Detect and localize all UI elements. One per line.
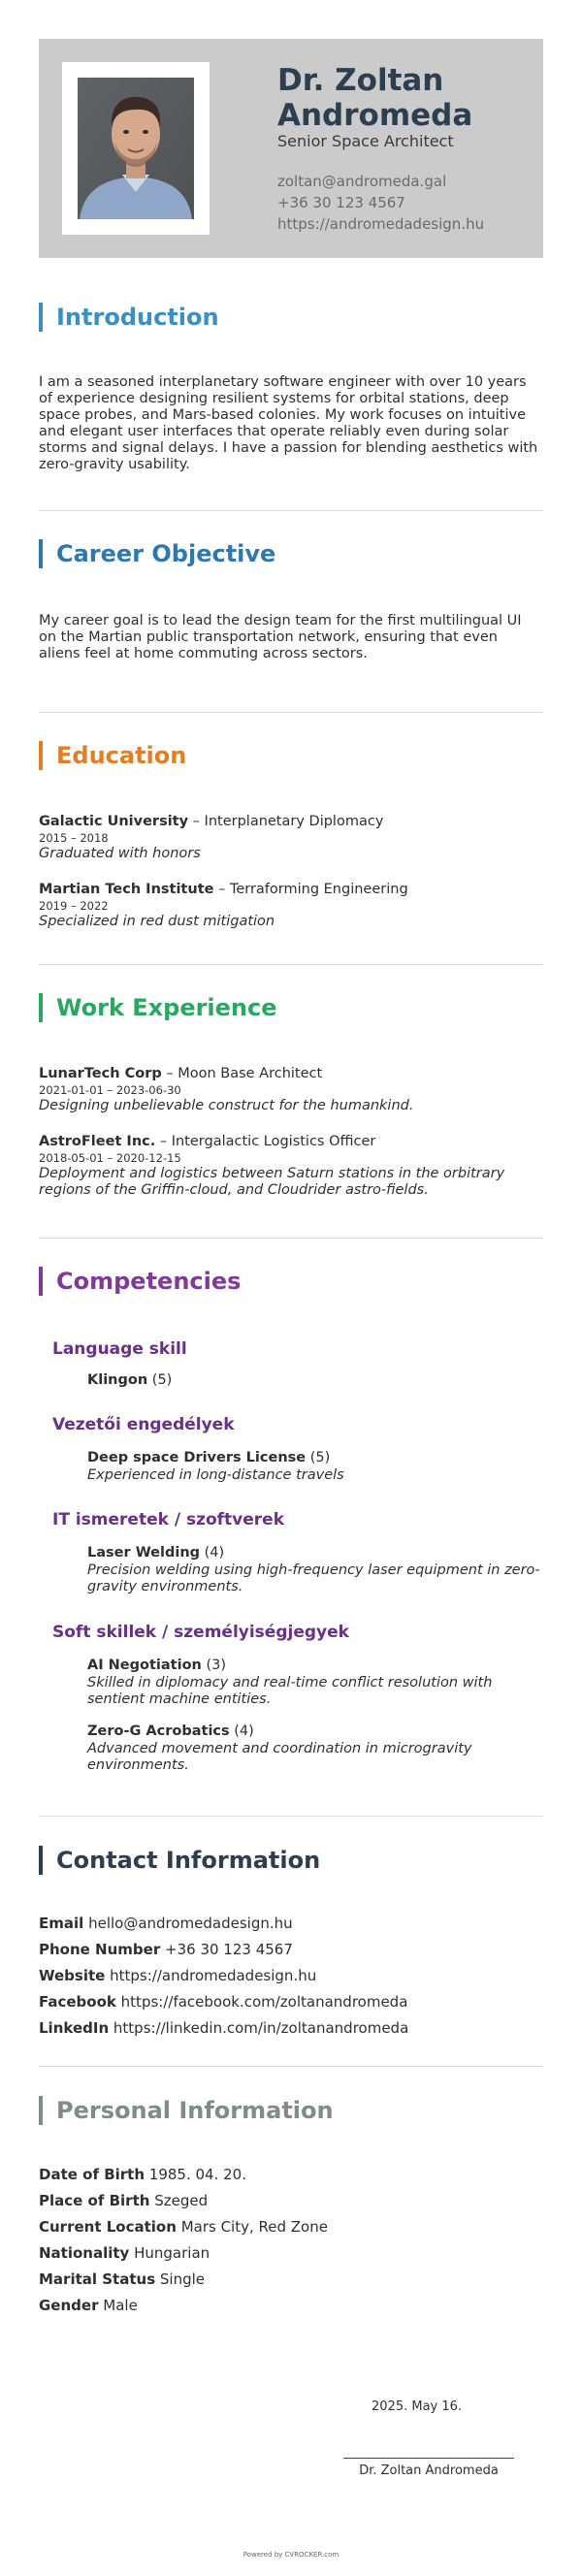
objective-section [39,539,543,568]
personal-label: Gender [39,2297,99,2314]
contact-label: Phone Number [39,1941,161,1958]
work-note: Designing unbelievable construct for the humankind. [39,1097,414,1113]
work-note: Deployment and logistics between Saturn stations in the orbitrary regions of the Griffin-cloud, and Cloudrider astro-fields. [39,1165,505,1198]
competencies-heading: Competencies [39,1267,543,1296]
header-website: https://andromedadesign.hu [277,215,485,233]
company-name: AstroFleet Inc. [39,1134,156,1149]
signature-name: Dr. Zoltan Andromeda [359,2463,499,2478]
personal-value: Male [103,2297,138,2314]
photo-frame [62,62,210,235]
personal-value: Szeged [154,2192,209,2209]
contact-value[interactable]: +36 30 123 4567 [165,1941,293,1958]
competency-item [39,1544,543,1595]
contact-value[interactable]: https://facebook.com/zoltanandromeda [120,1993,408,2011]
contact-section [39,1846,543,1875]
section-divider [39,2066,543,2067]
skill-name: AI Negotiation [87,1658,202,1673]
education-line [39,813,543,831]
competency-category: Language skill [52,1339,187,1359]
contact-row-linkedin [39,2015,543,2042]
skill-name: Deep space Drivers License [87,1450,307,1465]
separator: – [155,1134,172,1149]
profile-photo [78,78,194,219]
header-email: zoltan@andromeda.gal [277,173,447,190]
work-heading: Work Experience [39,993,543,1022]
header-phone: +36 30 123 4567 [277,194,405,211]
education-dates: 2019 – 2022 [39,898,109,913]
header-contact [277,171,484,235]
signature-line [343,2458,514,2459]
competency-item [39,1723,543,1774]
education-note: Specialized in red dust mitigation [39,913,275,929]
competency-category: Vezetői engedélyek [52,1415,235,1434]
personal-value: Mars City, Red Zone [180,2218,328,2236]
competency-item [39,1371,543,1390]
field-of-study: Interplanetary Diplomacy [204,814,384,829]
personal-row-dob [39,2162,543,2188]
introduction-text: I am a seasoned interplanetary software engineer with over 10 years of experience designing resilient systems for orbital stations, deep space probes, and Mars-based colonies. My work focuses on intuitive and elegant user interfaces that operate reliably even during solar storms and signal delays. I have a passion for blending aesthetics with zero-gravity usability. [39,374,538,472]
education-dates: 2015 – 2018 [39,830,109,845]
contact-label: Facebook [39,1993,116,2011]
work-dates: 2018-05-01 – 2020-12-15 [39,1150,181,1165]
competencies-section [39,1267,543,1296]
personal-label: Nationality [39,2244,130,2262]
work-dates: 2021-01-01 – 2023-06-30 [39,1082,181,1097]
competency-category: Soft skillek / személyiségjegyek [52,1623,349,1642]
skill-level: (5) [309,1450,331,1465]
personal-label: Current Location [39,2218,177,2236]
contact-heading: Contact Information [39,1846,543,1875]
skill-description: Skilled in diplomacy and real-time conflict resolution with sentient machine entities. [87,1674,493,1707]
separator: – [213,882,230,897]
skill-level: (5) [151,1372,173,1388]
field-of-study: Terraforming Engineering [229,882,408,897]
contact-value[interactable]: https://andromedadesign.hu [110,1967,317,1984]
education-entry [39,813,543,862]
education-note: Graduated with honors [39,845,201,861]
work-entry [39,1065,543,1114]
personal-value: Hungarian [134,2244,210,2262]
personal-value: 1985. 04. 20. [148,2166,246,2183]
school-name: Galactic University [39,814,189,829]
company-name: LunarTech Corp [39,1066,162,1081]
skill-name: Laser Welding [87,1545,201,1561]
introduction-heading: Introduction [39,303,543,332]
powered-by[interactable]: Powered by CVROCKER.com [242,2551,340,2559]
signature-date: 2025. May 16. [372,2399,463,2414]
skill-level: (4) [234,1723,254,1739]
competency-item [39,1657,543,1708]
contact-label: Website [39,1967,106,1984]
skill-description: Experienced in long-distance travels [87,1466,344,1483]
skill-description: Advanced movement and coordination in microgravity environments. [87,1740,472,1773]
personal-label: Date of Birth [39,2166,146,2183]
section-divider [39,510,543,511]
personal-label: Marital Status [39,2270,156,2288]
contact-label: Email [39,1915,84,1932]
contact-label: LinkedIn [39,2019,110,2037]
position: Intergalactic Logistics Officer [171,1134,376,1149]
contact-list [39,1911,543,2042]
separator: – [161,1066,178,1081]
contact-row-website [39,1963,543,1989]
contact-row-phone [39,1937,543,1963]
section-divider [39,1238,543,1239]
personal-label: Place of Birth [39,2192,150,2209]
skill-name: Klingon [87,1372,148,1388]
personal-row-pob [39,2188,543,2214]
work-entry [39,1133,543,1199]
personal-row-location [39,2214,543,2240]
competency-category: IT ismeretek / szoftverek [52,1510,284,1530]
work-section [39,993,543,1022]
skill-level: (4) [204,1545,225,1561]
person-portrait-icon [78,78,194,219]
work-line [39,1133,543,1151]
education-entry [39,881,543,930]
education-heading: Education [39,741,543,770]
education-line [39,881,543,899]
objective-text: My career goal is to lead the design team for the first multilingual UI on the Martian public transportation network, ensuring that even aliens feel at home commuting across sectors. [39,613,522,661]
contact-row-facebook [39,1989,543,2015]
section-divider [39,964,543,965]
introduction-section [39,303,543,332]
personal-row-gender [39,2293,543,2319]
separator: – [188,814,205,829]
work-line [39,1065,543,1083]
position: Moon Base Architect [178,1066,323,1081]
skill-name: Zero-G Acrobatics [87,1723,230,1739]
skill-level: (3) [206,1658,227,1673]
personal-section [39,2096,543,2125]
contact-value[interactable]: https://linkedin.com/in/zoltanandromeda [113,2019,409,2037]
personal-row-marital [39,2267,543,2293]
profile-header [39,39,543,258]
personal-list [39,2162,543,2319]
objective-heading: Career Objective [39,539,543,568]
competency-item [39,1449,543,1484]
personal-row-nationality [39,2240,543,2267]
education-section [39,741,543,770]
personal-value: Single [159,2270,206,2288]
full-name: Dr. Zoltan Andromeda [277,63,473,133]
school-name: Martian Tech Institute [39,882,214,897]
section-divider [39,1816,543,1817]
skill-description: Precision welding using high-frequency laser equipment in zero-gravity environments. [87,1562,540,1594]
contact-value[interactable]: hello@andromedadesign.hu [88,1915,293,1932]
personal-heading: Personal Information [39,2096,543,2125]
section-divider [39,712,543,713]
job-title: Senior Space Architect [277,132,454,150]
contact-row-email [39,1911,543,1937]
